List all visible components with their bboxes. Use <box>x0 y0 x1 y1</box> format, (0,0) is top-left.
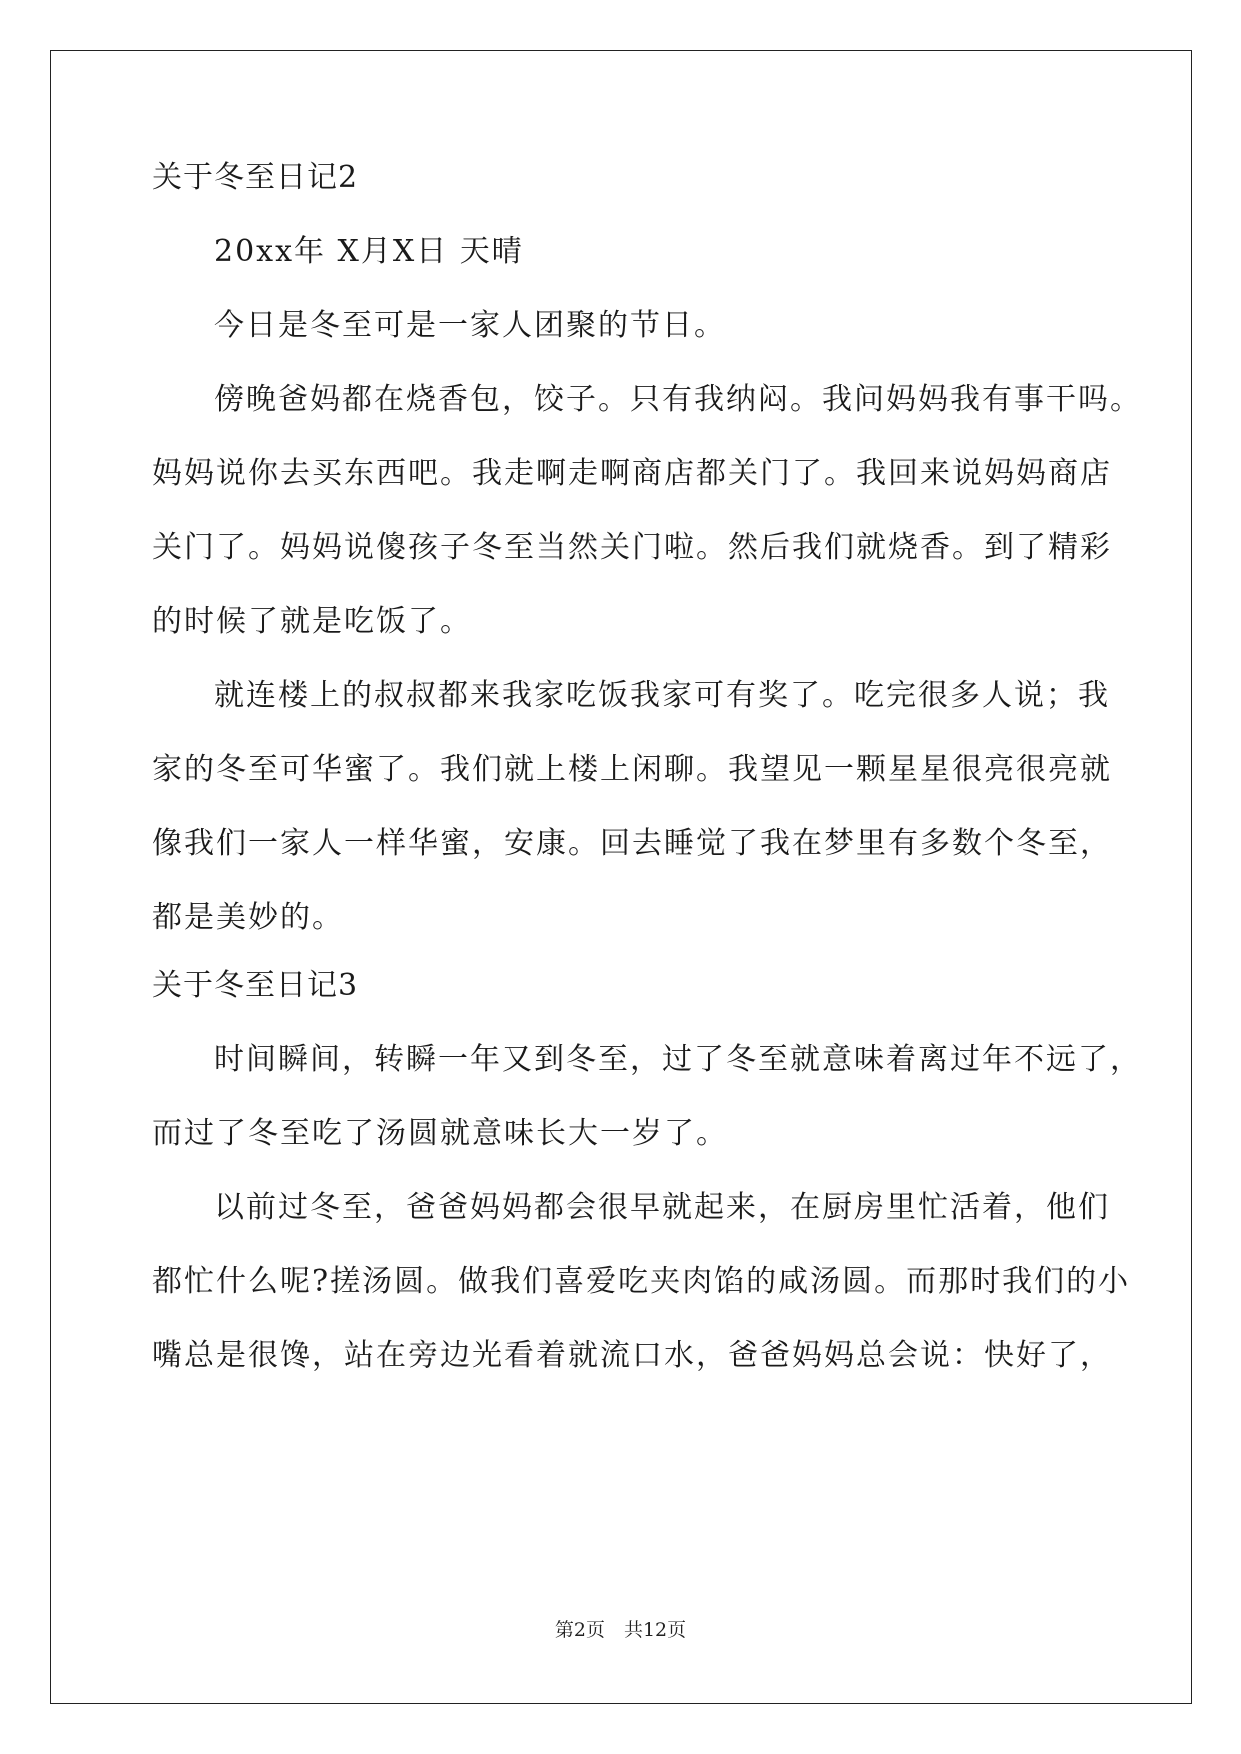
paragraph-line: 今日是冬至可是一家人团聚的节日。 <box>214 308 726 343</box>
paragraph-line: 妈妈说你去买东西吧。我走啊走啊商店都关门了。我回来说妈妈商店 <box>152 456 1112 491</box>
date-line: 20xx年 X月X日 天晴 <box>214 234 524 269</box>
paragraph-line: 而过了冬至吃了汤圆就意味长大一岁了。 <box>152 1116 728 1151</box>
paragraph-line: 的时候了就是吃饭了。 <box>152 604 472 639</box>
page-number-footer: 第2页 共12页 <box>554 1619 687 1641</box>
page-border <box>50 50 1192 1704</box>
paragraph-line: 家的冬至可华蜜了。我们就上楼上闲聊。我望见一颗星星很亮很亮就 <box>152 752 1112 787</box>
paragraph-line: 时间瞬间，转瞬一年又到冬至，过了冬至就意味着离过年不远了， <box>214 1042 1142 1077</box>
paragraph-line: 像我们一家人一样华蜜，安康。回去睡觉了我在梦里有多数个冬至， <box>152 826 1112 861</box>
section-heading-2: 关于冬至日记2 <box>152 160 359 195</box>
paragraph-line: 以前过冬至，爸爸妈妈都会很早就起来，在厨房里忙活着，他们 <box>214 1190 1110 1225</box>
paragraph-line: 都忙什么呢?搓汤圆。做我们喜爱吃夹肉馅的咸汤圆。而那时我们的小 <box>152 1264 1131 1299</box>
paragraph-line: 就连楼上的叔叔都来我家吃饭我家可有奖了。吃完很多人说；我 <box>214 678 1110 713</box>
paragraph-line: 嘴总是很馋，站在旁边光看着就流口水，爸爸妈妈总会说：快好了， <box>152 1338 1112 1373</box>
paragraph-line: 都是美妙的。 <box>152 900 344 935</box>
section-heading-3: 关于冬至日记3 <box>152 968 359 1003</box>
paragraph-line: 傍晚爸妈都在烧香包，饺子。只有我纳闷。我问妈妈我有事干吗。 <box>214 382 1142 417</box>
paragraph-line: 关门了。妈妈说傻孩子冬至当然关门啦。然后我们就烧香。到了精彩 <box>152 530 1112 565</box>
